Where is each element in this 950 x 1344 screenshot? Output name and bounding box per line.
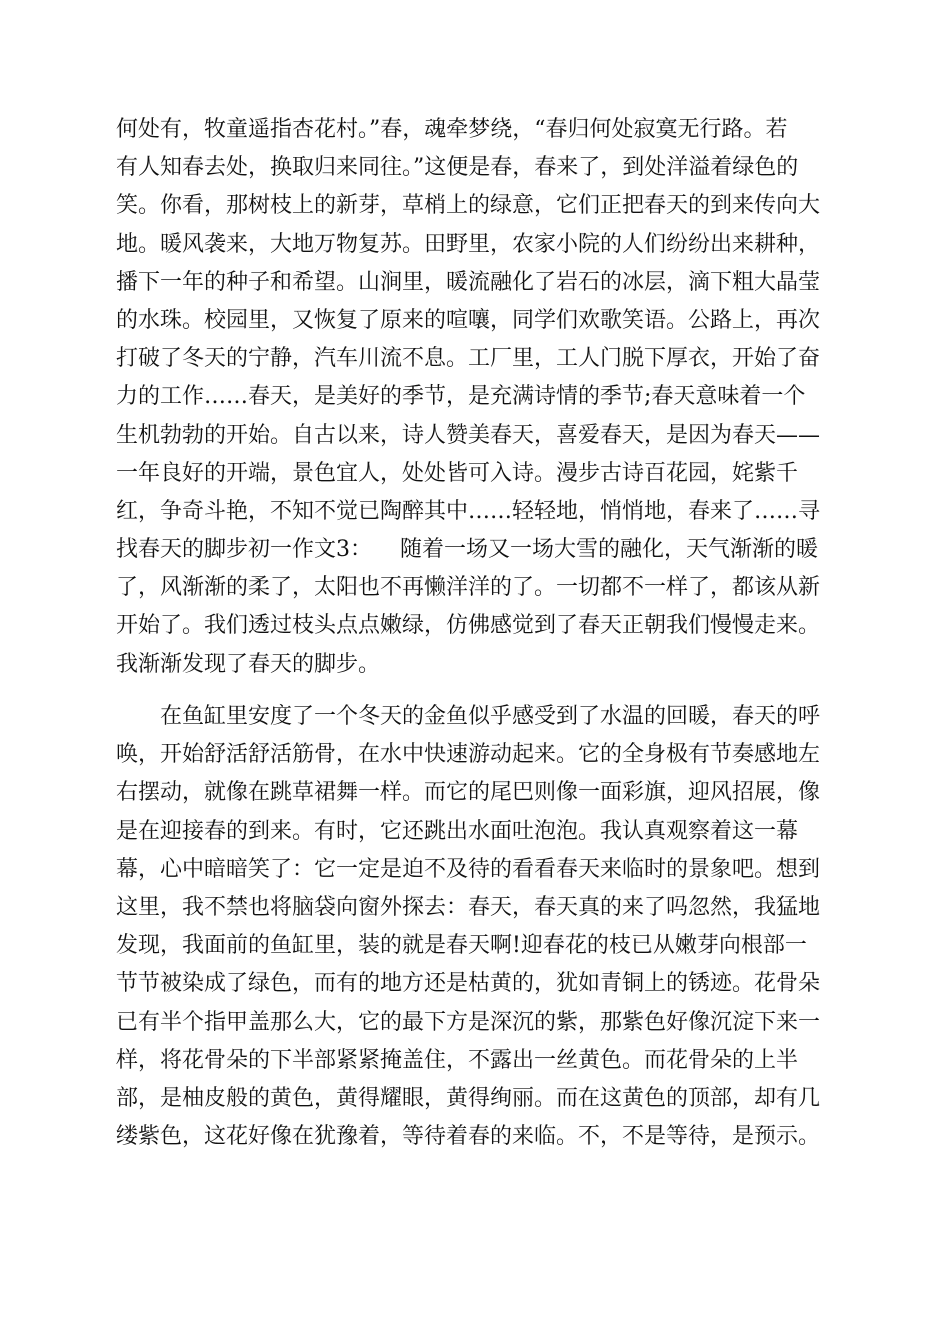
paragraph-line: 幕，心中暗暗笑了：它一定是迫不及待的看看春天来临时的景象吧。想到 — [116, 856, 821, 882]
paragraph-line: 开始了。我们透过枝头点点嫩绿，仿佛感觉到了春天正朝我们慢慢走来。 — [116, 613, 821, 639]
paragraph-line: 右摆动，就像在跳草裙舞一样。而它的尾巴则像一面彩旗，迎风招展，像 — [116, 780, 821, 806]
paragraph-line: 了，风渐渐的柔了，太阳也不再懒洋洋的了。一切都不一样了，都该从新 — [116, 575, 821, 601]
paragraph-line: 找春天的脚步初一作文3： 随着一场又一场大雪的融化，天气渐渐的暖 — [116, 537, 818, 563]
paragraph-line: 唤，开始舒活舒活筋骨，在水中快速游动起来。它的全身极有节奏感地左 — [116, 742, 821, 768]
paragraph-line: 样，将花骨朵的下半部紧紧掩盖住，不露出一丝黄色。而花骨朵的上半 — [116, 1047, 799, 1073]
paragraph-line: 地。暖风袭来，大地万物复苏。田野里，农家小院的人们纷纷出来耕种， — [116, 231, 821, 257]
paragraph-line: 已有半个指甲盖那么大，它的最下方是深沉的紫，那紫色好像沉淀下来一 — [116, 1009, 821, 1035]
paragraph-line: 播下一年的种子和希望。山涧里，暖流融化了岩石的冰层，滴下粗大晶莹 — [116, 269, 821, 295]
paragraph-line: 在鱼缸里安度了一个冬天的金鱼似乎感受到了水温的回暖，春天的呼 — [116, 704, 821, 729]
paragraph-line: 缕紫色，这花好像在犹豫着，等待着春的来临。不，不是等待，是预示。 — [116, 1124, 821, 1150]
paragraph-line: 的水珠。校园里，又恢复了原来的喧嚷，同学们欢歌笑语。公路上，再次 — [116, 307, 821, 333]
paragraph-line: 是在迎接春的到来。有时，它还跳出水面吐泡泡。我认真观察着这一幕 — [116, 818, 799, 844]
paragraph-2 — [116, 698, 836, 1156]
paragraph-line: 有人知春去处，换取归来同往。”这便是春，春来了，到处洋溢着绿色的 — [116, 155, 799, 181]
paragraph-line: 部，是柚皮般的黄色，黄得耀眼，黄得绚丽。而在这黄色的顶部，却有几 — [116, 1085, 821, 1111]
paragraph-line: 一年良好的开端，景色宜人，处处皆可入诗。漫步古诗百花园，姹紫千 — [116, 460, 799, 486]
paragraph-line: 打破了冬天的宁静，汽车川流不息。工厂里，工人门脱下厚衣，开始了奋 — [116, 346, 821, 372]
paragraph-line: 何处有，牧童遥指杏花村。”春，魂牵梦绕，“春归何处寂寞无行路。若 — [116, 117, 788, 142]
paragraph-line: 节节被染成了绿色，而有的地方还是枯黄的，犹如青铜上的锈迹。花骨朵 — [116, 971, 821, 997]
paragraph-line: 力的工作……春天，是美好的季节，是充满诗情的季节;春天意味着一个 — [116, 384, 806, 410]
paragraph-line: 发现，我面前的鱼缸里，装的就是春天啊!迎春花的枝已从嫩芽向根部一 — [116, 933, 807, 959]
paragraph-line: 我渐渐发现了春天的脚步。 — [116, 651, 381, 677]
paragraph-line: 红，争奇斗艳，不知不觉已陶醉其中……轻轻地，悄悄地，春来了……寻 — [116, 498, 821, 524]
paragraph-line: 这里，我不禁也将脑袋向窗外探去：春天，春天真的来了吗忽然，我猛地 — [116, 894, 821, 920]
paragraph-1 — [116, 111, 836, 684]
paragraph-line: 笑。你看，那树枝上的新芽，草梢上的绿意，它们正把春天的到来传向大 — [116, 193, 821, 219]
paragraph-line: 生机勃勃的开始。自古以来，诗人赞美春天，喜爱春天，是因为春天—— — [116, 422, 821, 448]
